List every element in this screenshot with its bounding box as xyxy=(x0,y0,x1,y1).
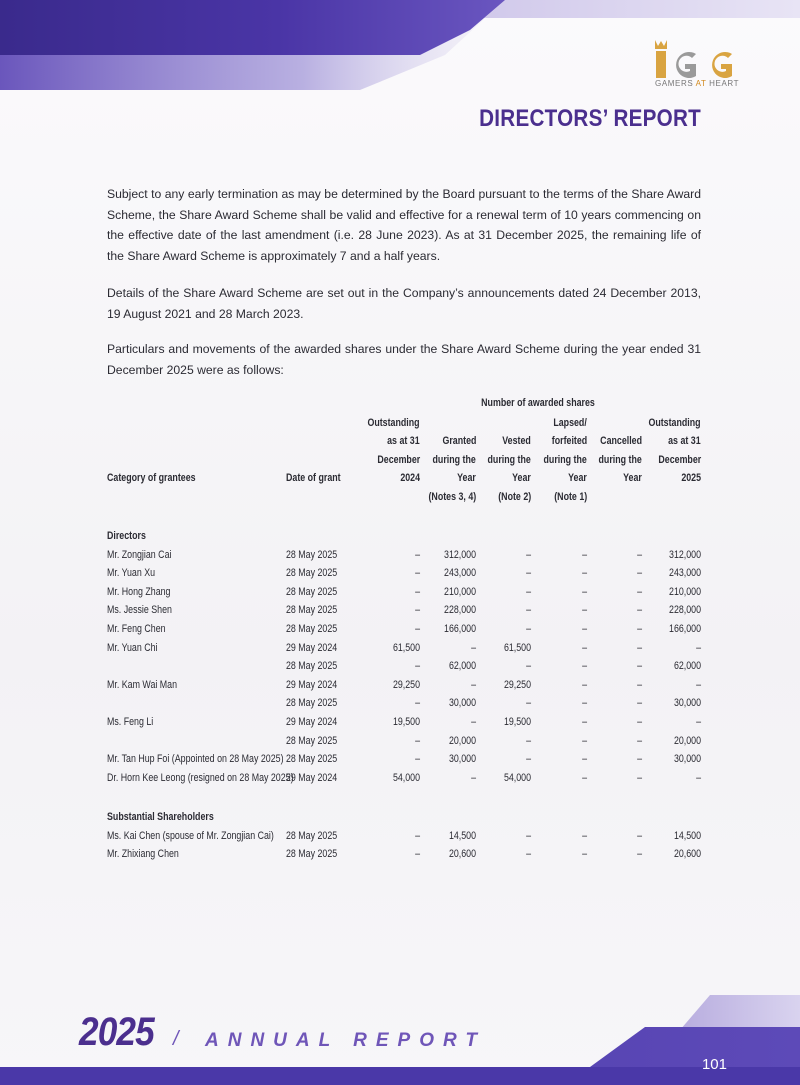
column-header-col_vested: Year xyxy=(512,472,531,484)
cell-cancelled: – xyxy=(637,829,642,842)
cell-vested: – xyxy=(526,753,531,766)
column-header-col_granted: Granted xyxy=(442,435,476,447)
column-header-col_granted: Year xyxy=(457,472,476,484)
cell-vested: 19,500 xyxy=(503,716,531,728)
paragraph-announcements: Details of the Share Award Scheme are set out in the Company’s announcements dated 24 December 2013, 19 August 2021 and 28 March 2023. xyxy=(107,286,701,321)
cell-outstanding-2024: – xyxy=(415,829,420,842)
column-header-col_cancelled: Cancelled xyxy=(600,435,642,447)
cell-cancelled: – xyxy=(637,771,642,784)
column-header-col_lapsed: Year xyxy=(568,472,587,484)
grantee-name: Ms. Jessie Shen xyxy=(107,604,172,617)
paragraph-term: Subject to any early termination as may be determined by the Board pursuant to the terms of the Share Award Scheme, the Share Award Scheme shall be valid and effective for a renewal term of 10 years commencing on the effective date of the last amendment (i.e. 28 June 2023). As at 31 December 2025, the remaining life of the Share Award Scheme is approximately 7 and a half years. xyxy=(107,187,701,263)
column-header-col_cancelled: during the xyxy=(598,453,642,466)
grant-date: 28 May 2025 xyxy=(286,604,338,617)
column-header-col_granted: (Notes 3, 4) xyxy=(428,490,476,503)
grant-date: 29 May 2024 xyxy=(286,678,338,691)
cell-outstanding-2025: 20,600 xyxy=(673,848,701,861)
cell-outstanding-2025: 228,000 xyxy=(668,604,701,617)
cell-granted: – xyxy=(471,678,476,691)
cell-outstanding-2025: – xyxy=(696,716,701,728)
cell-granted: 243,000 xyxy=(443,567,476,580)
cell-outstanding-2024: – xyxy=(415,697,420,710)
page-number: 101 xyxy=(701,1056,727,1073)
cell-outstanding-2025: 62,000 xyxy=(673,660,701,673)
cell-granted: 14,500 xyxy=(448,829,476,842)
grant-date: 29 May 2024 xyxy=(286,771,338,784)
cell-granted: 20,000 xyxy=(448,734,476,747)
cell-lapsed: – xyxy=(582,734,587,747)
cell-lapsed: – xyxy=(582,697,587,710)
cell-granted: 210,000 xyxy=(443,585,476,598)
cell-outstanding-2024: – xyxy=(415,734,420,747)
section-heading: Directors xyxy=(107,530,146,542)
grantee-name: Ms. Feng Li xyxy=(107,716,154,728)
cell-outstanding-2024: 29,250 xyxy=(392,678,420,691)
cell-vested: 61,500 xyxy=(503,641,531,654)
cell-granted: – xyxy=(471,771,476,784)
cell-vested: – xyxy=(526,585,531,598)
cell-cancelled: – xyxy=(637,753,642,766)
cell-granted: 62,000 xyxy=(448,660,476,673)
section-title: DIRECTORS’ REPORT xyxy=(479,105,701,132)
cell-cancelled: – xyxy=(637,716,642,728)
cell-granted: – xyxy=(471,716,476,728)
cell-cancelled: – xyxy=(637,585,642,598)
column-header-col_lapsed: during the xyxy=(543,453,587,466)
grant-date: 28 May 2025 xyxy=(286,734,338,747)
column-header-col_outstanding_open: December xyxy=(377,453,420,466)
column-header-col_lapsed: Lapsed/ xyxy=(553,416,587,429)
cell-granted: 30,000 xyxy=(448,697,476,710)
cell-cancelled: – xyxy=(637,660,642,673)
column-header-col_lapsed: (Note 1) xyxy=(554,490,587,503)
cell-outstanding-2025: 14,500 xyxy=(673,829,701,842)
cell-outstanding-2024: – xyxy=(415,753,420,766)
grant-date: 29 May 2024 xyxy=(286,716,338,728)
grantee-name: Ms. Kai Chen (spouse of Mr. Zongjian Cai) xyxy=(107,829,274,842)
cell-vested: – xyxy=(526,548,531,561)
logo-tagline: GAMERS AT HEART xyxy=(655,79,740,88)
column-header-col_cancelled: Year xyxy=(623,472,642,484)
cell-lapsed: – xyxy=(582,771,587,784)
cell-vested: 29,250 xyxy=(503,678,531,691)
cell-outstanding-2025: 312,000 xyxy=(668,548,701,561)
cell-lapsed: – xyxy=(582,604,587,617)
cell-granted: 20,600 xyxy=(448,848,476,861)
column-header-date: Date of grant xyxy=(286,472,341,484)
column-header-col_outstanding_close: 2025 xyxy=(681,472,701,484)
cell-vested: – xyxy=(526,604,531,617)
cell-lapsed: – xyxy=(582,567,587,580)
cell-vested: – xyxy=(526,829,531,842)
cell-lapsed: – xyxy=(582,585,587,598)
column-header-col_outstanding_open: Outstanding xyxy=(367,416,420,429)
grant-date: 29 May 2024 xyxy=(286,641,338,654)
grantee-name: Mr. Yuan Xu xyxy=(107,567,156,580)
cell-lapsed: – xyxy=(582,660,587,673)
cell-lapsed: – xyxy=(582,678,587,691)
grant-date: 28 May 2025 xyxy=(286,623,338,635)
column-header-col_vested: (Note 2) xyxy=(498,490,531,503)
grant-date: 28 May 2025 xyxy=(286,585,338,598)
column-header-col_outstanding_open: 2024 xyxy=(400,472,420,484)
cell-cancelled: – xyxy=(637,567,642,580)
cell-outstanding-2025: 166,000 xyxy=(668,623,701,635)
cell-cancelled: – xyxy=(637,604,642,617)
cell-outstanding-2025: 30,000 xyxy=(673,753,701,766)
grant-date: 28 May 2025 xyxy=(286,697,338,710)
column-header-col_outstanding_open: as at 31 xyxy=(387,435,420,447)
column-header-col_vested: Vested xyxy=(502,435,531,447)
grant-date: 28 May 2025 xyxy=(286,848,338,861)
column-header-col_outstanding_close: Outstanding xyxy=(648,416,701,429)
cell-outstanding-2024: – xyxy=(415,585,420,598)
column-header-col_vested: during the xyxy=(487,453,531,466)
column-header-col_granted: during the xyxy=(432,453,476,466)
cell-cancelled: – xyxy=(637,697,642,710)
cell-cancelled: – xyxy=(637,641,642,654)
grant-date: 28 May 2025 xyxy=(286,567,338,580)
cell-outstanding-2025: – xyxy=(696,678,701,691)
grantee-name: Mr. Hong Zhang xyxy=(107,585,171,598)
cell-vested: – xyxy=(526,623,531,635)
cell-lapsed: – xyxy=(582,753,587,766)
cell-lapsed: – xyxy=(582,848,587,861)
cell-outstanding-2024: – xyxy=(415,567,420,580)
grantee-name: Dr. Horn Kee Leong (resigned on 28 May 2025) xyxy=(107,771,294,784)
cell-granted: 228,000 xyxy=(443,604,476,617)
cell-lapsed: – xyxy=(582,623,587,635)
column-header-col_outstanding_close: as at 31 xyxy=(668,435,701,447)
column-header-col_outstanding_close: December xyxy=(658,453,701,466)
cell-vested: – xyxy=(526,567,531,580)
cell-outstanding-2025: 243,000 xyxy=(668,567,701,580)
cell-outstanding-2024: – xyxy=(415,604,420,617)
cell-vested: – xyxy=(526,697,531,710)
table-group-header: Number of awarded shares xyxy=(481,397,595,409)
footer-year: 2025 xyxy=(79,1010,154,1054)
section-heading: Substantial Shareholders xyxy=(107,811,214,823)
grantee-name: Mr. Kam Wai Man xyxy=(107,678,178,691)
cell-cancelled: – xyxy=(637,848,642,861)
cell-lapsed: – xyxy=(582,641,587,654)
cell-lapsed: – xyxy=(582,829,587,842)
cell-outstanding-2025: 210,000 xyxy=(668,585,701,598)
cell-cancelled: – xyxy=(637,623,642,635)
cell-outstanding-2024: – xyxy=(415,548,420,561)
cell-granted: – xyxy=(471,641,476,654)
column-header-category: Category of grantees xyxy=(107,472,196,484)
grantee-name: Mr. Zongjian Cai xyxy=(107,548,172,561)
grant-date: 28 May 2025 xyxy=(286,753,338,766)
cell-cancelled: – xyxy=(637,548,642,561)
cell-granted: 166,000 xyxy=(443,623,476,635)
cell-outstanding-2025: 30,000 xyxy=(673,697,701,710)
cell-granted: 30,000 xyxy=(448,753,476,766)
cell-lapsed: – xyxy=(582,716,587,728)
cell-outstanding-2024: 61,500 xyxy=(392,641,420,654)
grantee-name: Mr. Feng Chen xyxy=(107,623,166,635)
footer-slash: / xyxy=(173,1028,179,1050)
cell-outstanding-2024: 54,000 xyxy=(392,771,420,784)
cell-vested: – xyxy=(526,848,531,861)
grant-date: 28 May 2025 xyxy=(286,548,338,561)
grantee-name: Mr. Zhixiang Chen xyxy=(107,848,179,861)
grant-date: 28 May 2025 xyxy=(286,829,338,842)
cell-outstanding-2024: – xyxy=(415,660,420,673)
grantee-name: Mr. Yuan Chi xyxy=(107,641,158,654)
cell-cancelled: – xyxy=(637,678,642,691)
column-header-col_lapsed: forfeited xyxy=(551,435,587,447)
cell-outstanding-2024: – xyxy=(415,623,420,635)
cell-outstanding-2025: 20,000 xyxy=(673,734,701,747)
cell-granted: 312,000 xyxy=(443,548,476,561)
paragraph-particulars: Particulars and movements of the awarded shares under the Share Award Scheme during the year ended 31 December 2025 were as follows: xyxy=(107,342,701,377)
cell-outstanding-2025: – xyxy=(696,641,701,654)
cell-vested: – xyxy=(526,660,531,673)
cell-outstanding-2025: – xyxy=(696,771,701,784)
cell-lapsed: – xyxy=(582,548,587,561)
footer-annual-report: ANNUAL REPORT xyxy=(205,1030,486,1051)
cell-cancelled: – xyxy=(637,734,642,747)
cell-vested: 54,000 xyxy=(503,771,531,784)
cell-outstanding-2024: – xyxy=(415,848,420,861)
grant-date: 28 May 2025 xyxy=(286,660,338,673)
cell-outstanding-2024: 19,500 xyxy=(392,716,420,728)
grantee-name: Mr. Tan Hup Foi (Appointed on 28 May 2025) xyxy=(107,753,284,766)
cell-vested: – xyxy=(526,734,531,747)
